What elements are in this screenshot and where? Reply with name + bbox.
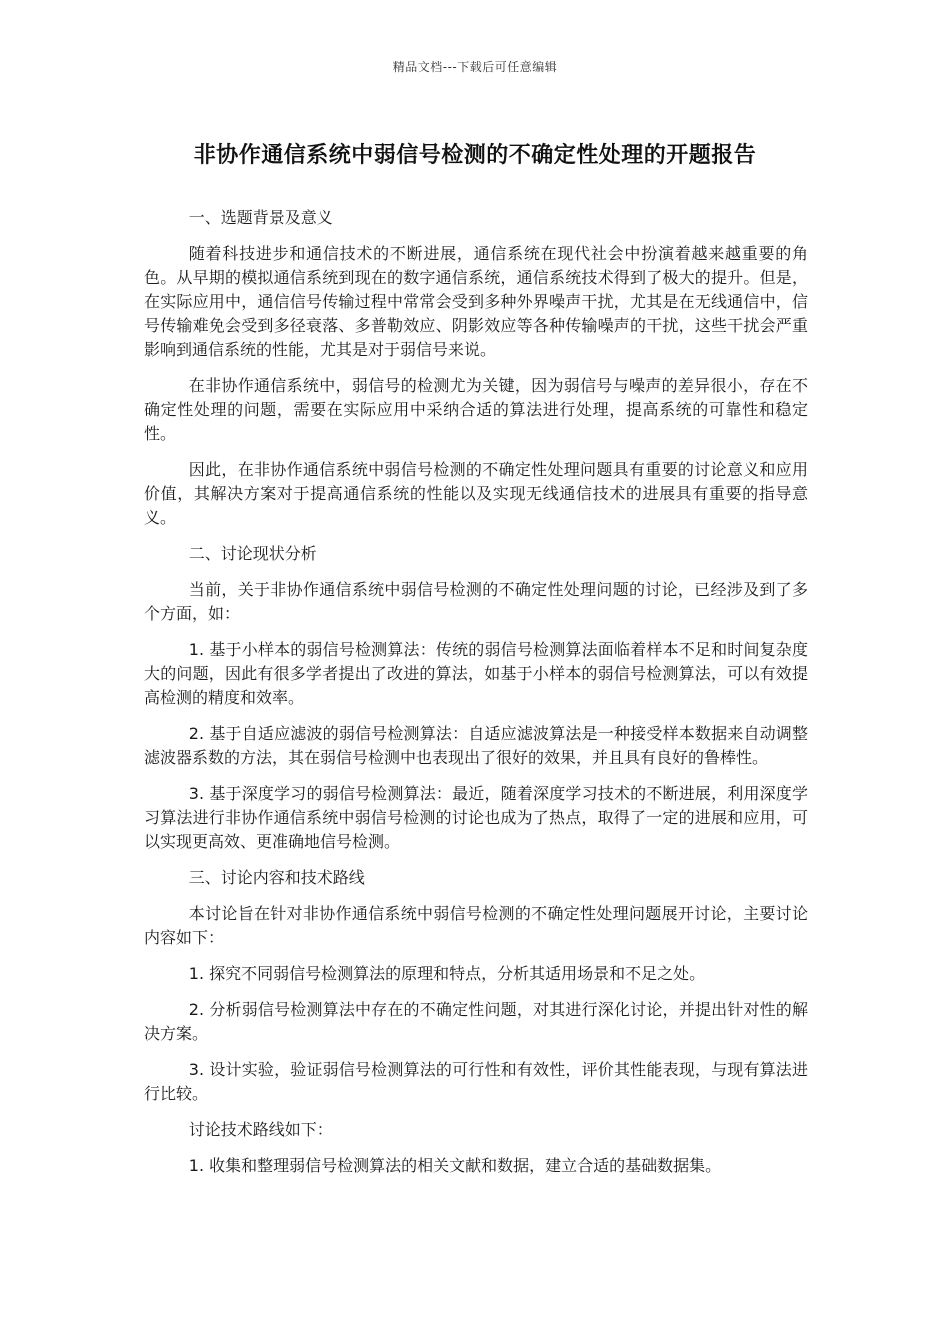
list-item-content-2: 2. 分析弱信号检测算法中存在的不确定性问题，对其进行深化讨论，并提出针对性的解决方案。: [144, 1000, 808, 1043]
paragraph-background-2: 在非协作通信系统中，弱信号的检测尤为关键，因为弱信号与噪声的差异很小，存在不确定性处理的问题，需要在实际应用中采纳合适的算法进行处理，提高系统的可靠性和稳定性。: [144, 376, 808, 443]
section-heading-status: 二、讨论现状分析: [188, 544, 317, 563]
list-item-content-3: 3. 设计实验，验证弱信号检测算法的可行性和有效性，评价其性能表现，与现有算法进行比较。: [144, 1060, 808, 1103]
page-header-caption: 精品文档---下载后可任意编辑: [392, 60, 558, 74]
list-item-status-3: 3. 基于深度学习的弱信号检测算法：最近，随着深度学习技术的不断进展，利用深度学习算法进行非协作通信系统中弱信号检测的讨论也成为了热点，取得了一定的进展和应用，可以实现更高效、更准确地信号检测。: [144, 784, 808, 851]
section-heading-content: 三、讨论内容和技术路线: [188, 868, 365, 887]
paragraph-content-intro: 本讨论旨在针对非协作通信系统中弱信号检测的不确定性处理问题展开讨论，主要讨论内容如下：: [144, 904, 808, 947]
document-body: [144, 206, 808, 1190]
paragraph-background-1: 随着科技进步和通信技术的不断进展，通信系统在现代社会中扮演着越来越重要的角色。从早期的模拟通信系统到现在的数字通信系统，通信系统技术得到了极大的提升。但是，在实际应用中，通信信号传输过程中常常会受到多种外界噪声干扰，尤其是在无线通信中，信号传输难免会受到多径衰落、多普勒效应、阴影效应等各种传输噪声的干扰，这些干扰会严重影响到通信系统的性能，尤其是对于弱信号来说。: [144, 244, 808, 359]
list-item-route-1: 1. 收集和整理弱信号检测算法的相关文献和数据，建立合适的基础数据集。: [188, 1156, 722, 1175]
list-item-status-2: 2. 基于自适应滤波的弱信号检测算法：自适应滤波算法是一种接受样本数据来自动调整滤波器系数的方法，其在弱信号检测中也表现出了很好的效果，并且具有良好的鲁棒性。: [144, 724, 808, 767]
paragraph-status-intro: 当前，关于非协作通信系统中弱信号检测的不确定性处理问题的讨论，已经涉及到了多个方面，如：: [144, 580, 808, 623]
list-item-content-1: 1. 探究不同弱信号检测算法的原理和特点，分析其适用场景和不足之处。: [188, 964, 706, 983]
document-title: 非协作通信系统中弱信号检测的不确定性处理的开题报告: [193, 143, 757, 168]
list-item-status-1: 1. 基于小样本的弱信号检测算法：传统的弱信号检测算法面临着样本不足和时间复杂度大的问题，因此有很多学者提出了改进的算法，如基于小样本的弱信号检测算法，可以有效提高检测的精度和效率。: [144, 640, 808, 707]
paragraph-background-3: 因此，在非协作通信系统中弱信号检测的不确定性处理问题具有重要的讨论意义和应用价值，其解决方案对于提高通信系统的性能以及实现无线通信技术的进展具有重要的指导意义。: [144, 460, 808, 527]
paragraph-route-intro: 讨论技术路线如下：: [188, 1120, 333, 1139]
section-heading-background: 一、选题背景及意义: [188, 208, 333, 227]
